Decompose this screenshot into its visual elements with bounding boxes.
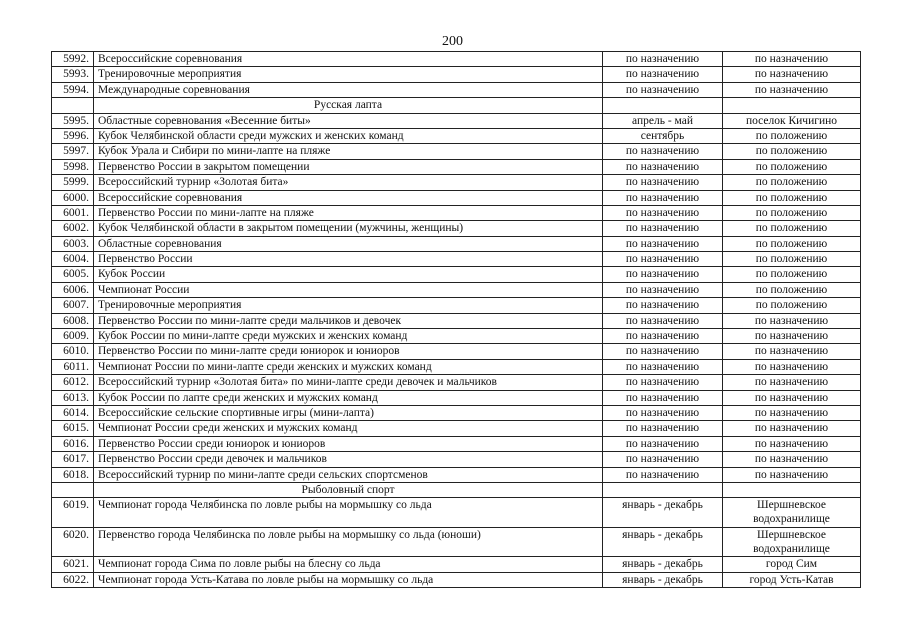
row-number: 5994. xyxy=(52,82,94,97)
section-num-cell xyxy=(52,98,94,113)
table-row xyxy=(52,313,861,328)
event-place: по положению xyxy=(723,282,861,297)
row-number: 6019. xyxy=(52,498,94,528)
row-number: 5998. xyxy=(52,159,94,174)
event-date: по назначению xyxy=(603,375,723,390)
table-row xyxy=(52,236,861,251)
event-name: Кубок России по лапте среди женских и мужских команд xyxy=(94,390,603,405)
row-number: 6015. xyxy=(52,421,94,436)
event-date: по назначению xyxy=(603,267,723,282)
table-row xyxy=(52,128,861,143)
table-row xyxy=(52,113,861,128)
event-date: по назначению xyxy=(603,236,723,251)
row-number: 5996. xyxy=(52,128,94,143)
section-num-cell xyxy=(52,482,94,497)
event-date: по назначению xyxy=(603,344,723,359)
section-date-cell xyxy=(603,482,723,497)
row-number: 6003. xyxy=(52,236,94,251)
event-place: Шершневское водохранилище xyxy=(723,527,861,557)
event-name: Чемпионат города Усть-Катава по ловле рыбы на мормышку со льда xyxy=(94,572,603,587)
event-place: по назначению xyxy=(723,452,861,467)
event-place: по назначению xyxy=(723,82,861,97)
section-title: Русская лапта xyxy=(94,98,603,113)
event-place: по назначению xyxy=(723,52,861,67)
row-number: 6020. xyxy=(52,527,94,557)
table-row xyxy=(52,359,861,374)
event-name: Чемпионат России среди женских и мужских команд xyxy=(94,421,603,436)
row-number: 5997. xyxy=(52,144,94,159)
table-row xyxy=(52,298,861,313)
table-row xyxy=(52,190,861,205)
event-place: по положению xyxy=(723,221,861,236)
event-name: Кубок России по мини-лапте среди мужских и женских команд xyxy=(94,329,603,344)
table-row xyxy=(52,267,861,282)
event-place: по назначению xyxy=(723,313,861,328)
row-number: 6017. xyxy=(52,452,94,467)
event-place: по назначению xyxy=(723,344,861,359)
table-row xyxy=(52,344,861,359)
event-date: по назначению xyxy=(603,390,723,405)
event-name: Чемпионат России по мини-лапте среди женских и мужских команд xyxy=(94,359,603,374)
event-place: по положению xyxy=(723,190,861,205)
event-date: по назначению xyxy=(603,421,723,436)
event-place: по положению xyxy=(723,298,861,313)
row-number: 6022. xyxy=(52,572,94,587)
event-date: по назначению xyxy=(603,190,723,205)
event-name: Всероссийские соревнования xyxy=(94,52,603,67)
section-date-cell xyxy=(603,98,723,113)
table-row xyxy=(52,282,861,297)
event-place: по положению xyxy=(723,205,861,220)
table-row xyxy=(52,52,861,67)
table-row xyxy=(52,557,861,572)
event-name: Всероссийские сельские спортивные игры (мини-лапта) xyxy=(94,405,603,420)
event-date: по назначению xyxy=(603,313,723,328)
event-date: апрель - май xyxy=(603,113,723,128)
event-place: по положению xyxy=(723,128,861,143)
row-number: 6007. xyxy=(52,298,94,313)
event-place: по назначению xyxy=(723,421,861,436)
section-row xyxy=(52,98,861,113)
table-row xyxy=(52,498,861,528)
table-row xyxy=(52,159,861,174)
event-name: Чемпионат России xyxy=(94,282,603,297)
event-name: Тренировочные мероприятия xyxy=(94,67,603,82)
table-row xyxy=(52,82,861,97)
table-row xyxy=(52,452,861,467)
event-name: Первенство России среди юниорок и юниоров xyxy=(94,436,603,451)
table-row xyxy=(52,67,861,82)
section-title: Рыболовный спорт xyxy=(94,482,603,497)
event-place: по положению xyxy=(723,175,861,190)
event-date: по назначению xyxy=(603,359,723,374)
event-name: Кубок Урала и Сибири по мини-лапте на пляже xyxy=(94,144,603,159)
event-date: по назначению xyxy=(603,298,723,313)
table-row xyxy=(52,375,861,390)
row-number: 6005. xyxy=(52,267,94,282)
event-name: Всероссийский турнир по мини-лапте среди сельских спортсменов xyxy=(94,467,603,482)
event-date: январь - декабрь xyxy=(603,557,723,572)
event-date: по назначению xyxy=(603,67,723,82)
event-place: по положению xyxy=(723,144,861,159)
event-date: по назначению xyxy=(603,252,723,267)
event-date: по назначению xyxy=(603,205,723,220)
event-place: по положению xyxy=(723,252,861,267)
event-date: по назначению xyxy=(603,82,723,97)
event-name: Первенство России по мини-лапте среди мальчиков и девочек xyxy=(94,313,603,328)
row-number: 6010. xyxy=(52,344,94,359)
event-name: Чемпионат города Челябинска по ловле рыбы на мормышку со льда xyxy=(94,498,603,528)
event-date: январь - декабрь xyxy=(603,572,723,587)
row-number: 5995. xyxy=(52,113,94,128)
table-row xyxy=(52,467,861,482)
event-place: по назначению xyxy=(723,390,861,405)
event-name: Международные соревнования xyxy=(94,82,603,97)
event-date: по назначению xyxy=(603,452,723,467)
event-place: по назначению xyxy=(723,467,861,482)
row-number: 6014. xyxy=(52,405,94,420)
event-place: город Сим xyxy=(723,557,861,572)
table-row xyxy=(52,405,861,420)
event-date: по назначению xyxy=(603,329,723,344)
table-row xyxy=(52,421,861,436)
event-name: Кубок Челябинской области в закрытом помещении (мужчины, женщины) xyxy=(94,221,603,236)
section-row xyxy=(52,482,861,497)
sports-events-table xyxy=(51,51,861,588)
row-number: 6018. xyxy=(52,467,94,482)
event-place: поселок Кичигино xyxy=(723,113,861,128)
section-place-cell xyxy=(723,98,861,113)
event-date: по назначению xyxy=(603,144,723,159)
row-number: 6013. xyxy=(52,390,94,405)
event-name: Первенство России по мини-лапте среди юниорок и юниоров xyxy=(94,344,603,359)
row-number: 6004. xyxy=(52,252,94,267)
event-name: Кубок России xyxy=(94,267,603,282)
row-number: 5992. xyxy=(52,52,94,67)
event-name: Первенство России среди девочек и мальчиков xyxy=(94,452,603,467)
event-date: по назначению xyxy=(603,52,723,67)
row-number: 6011. xyxy=(52,359,94,374)
event-name: Первенство России в закрытом помещении xyxy=(94,159,603,174)
event-date: январь - декабрь xyxy=(603,527,723,557)
table-body xyxy=(52,52,861,588)
event-place: по положению xyxy=(723,267,861,282)
row-number: 6016. xyxy=(52,436,94,451)
row-number: 5999. xyxy=(52,175,94,190)
event-place: Шершневское водохранилище xyxy=(723,498,861,528)
event-place: по назначению xyxy=(723,436,861,451)
event-name: Кубок Челябинской области среди мужских и женских команд xyxy=(94,128,603,143)
table-row xyxy=(52,436,861,451)
row-number: 6002. xyxy=(52,221,94,236)
event-date: по назначению xyxy=(603,405,723,420)
row-number: 5993. xyxy=(52,67,94,82)
event-name: Всероссийский турнир «Золотая бита» по мини-лапте среди девочек и мальчиков xyxy=(94,375,603,390)
table-row xyxy=(52,329,861,344)
row-number: 6000. xyxy=(52,190,94,205)
table-row xyxy=(52,527,861,557)
row-number: 6006. xyxy=(52,282,94,297)
event-name: Областные соревнования «Весенние биты» xyxy=(94,113,603,128)
event-name: Областные соревнования xyxy=(94,236,603,251)
event-place: по положению xyxy=(723,159,861,174)
event-name: Чемпионат города Сима по ловле рыбы на блесну со льда xyxy=(94,557,603,572)
event-name: Первенство России xyxy=(94,252,603,267)
event-date: сентябрь xyxy=(603,128,723,143)
event-name: Первенство города Челябинска по ловле рыбы на мормышку со льда (юноши) xyxy=(94,527,603,557)
row-number: 6008. xyxy=(52,313,94,328)
row-number: 6009. xyxy=(52,329,94,344)
table-row xyxy=(52,390,861,405)
event-name: Тренировочные мероприятия xyxy=(94,298,603,313)
event-place: по назначению xyxy=(723,359,861,374)
event-date: по назначению xyxy=(603,467,723,482)
event-name: Всероссийские соревнования xyxy=(94,190,603,205)
table-row xyxy=(52,205,861,220)
event-date: по назначению xyxy=(603,175,723,190)
event-name: Всероссийский турнир «Золотая бита» xyxy=(94,175,603,190)
table-row xyxy=(52,221,861,236)
table-row xyxy=(52,144,861,159)
event-place: город Усть-Катав xyxy=(723,572,861,587)
event-date: по назначению xyxy=(603,282,723,297)
event-date: январь - декабрь xyxy=(603,498,723,528)
event-place: по назначению xyxy=(723,67,861,82)
event-date: по назначению xyxy=(603,159,723,174)
table-row xyxy=(52,175,861,190)
event-name: Первенство России по мини-лапте на пляже xyxy=(94,205,603,220)
event-date: по назначению xyxy=(603,221,723,236)
event-place: по назначению xyxy=(723,405,861,420)
row-number: 6001. xyxy=(52,205,94,220)
event-place: по назначению xyxy=(723,375,861,390)
page-number: 200 xyxy=(442,34,463,49)
table-row xyxy=(52,252,861,267)
row-number: 6021. xyxy=(52,557,94,572)
event-place: по назначению xyxy=(723,329,861,344)
table-row xyxy=(52,572,861,587)
event-date: по назначению xyxy=(603,436,723,451)
event-place: по положению xyxy=(723,236,861,251)
row-number: 6012. xyxy=(52,375,94,390)
section-place-cell xyxy=(723,482,861,497)
